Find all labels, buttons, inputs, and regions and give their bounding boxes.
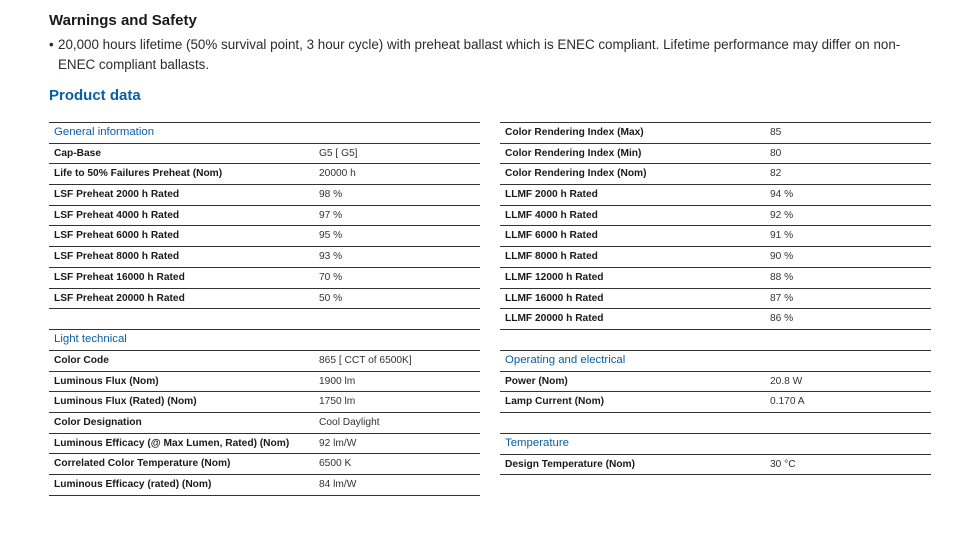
- spec-value: 90 %: [770, 251, 794, 263]
- spec-value: 86 %: [770, 313, 794, 325]
- spec-label: LLMF 12000 h Rated: [505, 271, 604, 283]
- section-heading: [500, 434, 931, 455]
- spec-value: 20.8 W: [770, 375, 803, 387]
- spec-value: 1750 lm: [319, 396, 356, 408]
- spec-label: LLMF 6000 h Rated: [505, 230, 598, 242]
- spec-value: 87 %: [770, 292, 794, 304]
- spec-value: 1900 lm: [319, 375, 356, 387]
- section-title: Operating and electrical: [505, 353, 626, 366]
- spec-value: 6500 K: [319, 458, 352, 470]
- spec-value: 84 lm/W: [319, 479, 357, 490]
- spec-label: Correlated Color Temperature (Nom): [54, 458, 231, 470]
- product-data-left-column: [49, 122, 480, 496]
- section-title: Light technical: [54, 333, 127, 346]
- warnings-title: Warnings and Safety: [49, 12, 197, 29]
- spec-value: 94 %: [770, 189, 794, 201]
- spec-value: 50 %: [319, 292, 343, 304]
- spec-row: [49, 351, 480, 372]
- spec-value: 0.170 A: [770, 396, 805, 408]
- spec-row: [500, 289, 931, 310]
- section-title: General information: [54, 126, 155, 138]
- spec-label: LLMF 8000 h Rated: [505, 251, 598, 263]
- spec-label: LLMF 16000 h Rated: [505, 292, 604, 304]
- spec-row: [500, 392, 931, 413]
- spec-label: Color Rendering Index (Min): [505, 147, 642, 159]
- section-heading: [49, 123, 480, 144]
- spec-label: Lamp Current (Nom): [505, 396, 605, 408]
- spec-label: Color Code: [54, 354, 109, 366]
- spec-value: 70 %: [319, 271, 343, 283]
- spec-label: Luminous Flux (Rated) (Nom): [54, 396, 197, 408]
- spec-label: Luminous Efficacy (rated) (Nom): [54, 479, 212, 490]
- spec-row: [500, 247, 931, 268]
- spec-label: Color Rendering Index (Max): [505, 127, 644, 138]
- spec-label: LSF Preheat 20000 h Rated: [54, 292, 185, 304]
- spec-value: 93 %: [319, 251, 343, 263]
- spec-row: [49, 413, 480, 434]
- spec-row: [49, 164, 480, 185]
- spec-row: [500, 123, 931, 144]
- product-data-right-column: [500, 122, 931, 475]
- spec-row: [500, 206, 931, 227]
- spec-label: LSF Preheat 2000 h Rated: [54, 189, 180, 201]
- spec-value: G5 [ G5]: [319, 147, 358, 159]
- spec-value: 80: [770, 147, 782, 159]
- spec-value: 20000 h: [319, 168, 356, 180]
- spec-value: 865 [ CCT of 6500K]: [319, 354, 412, 366]
- spec-value: 97 %: [319, 209, 343, 221]
- spec-value: 30 °C: [770, 458, 796, 470]
- spec-label: Color Designation: [54, 416, 142, 428]
- spec-value: 91 %: [770, 230, 794, 242]
- spec-row: [49, 144, 480, 165]
- spec-row: [49, 475, 480, 496]
- spec-label: LSF Preheat 16000 h Rated: [54, 271, 185, 283]
- spec-row: [49, 185, 480, 206]
- section-continued: [500, 122, 931, 330]
- section-operating-and-electrical: [500, 350, 931, 413]
- product-data-title: Product data: [49, 87, 141, 104]
- spec-label: LSF Preheat 4000 h Rated: [54, 209, 180, 221]
- spec-label: Color Rendering Index (Nom): [505, 168, 647, 180]
- bullet-icon: •: [49, 37, 54, 52]
- spec-row: [500, 185, 931, 206]
- section-general-information: [49, 122, 480, 309]
- spec-row: [500, 144, 931, 165]
- section-heading: [49, 330, 480, 351]
- section-temperature: [500, 433, 931, 475]
- spec-label: Power (Nom): [505, 375, 568, 387]
- spec-row: [49, 434, 480, 455]
- warnings-bullet: [49, 35, 909, 75]
- spec-row: [49, 289, 480, 310]
- spec-label: LLMF 2000 h Rated: [505, 189, 598, 201]
- spec-row: [500, 372, 931, 393]
- spec-row: [49, 226, 480, 247]
- spec-value: 85: [770, 127, 782, 138]
- section-heading: [500, 351, 931, 372]
- spec-label: Luminous Flux (Nom): [54, 375, 159, 387]
- spec-row: [49, 247, 480, 268]
- spec-value: 92 %: [770, 209, 794, 221]
- spec-row: [49, 206, 480, 227]
- spec-row: [49, 454, 480, 475]
- spec-row: [49, 372, 480, 393]
- spec-label: Design Temperature (Nom): [505, 458, 636, 470]
- spec-value: 92 lm/W: [319, 437, 357, 449]
- spec-row: [49, 392, 480, 413]
- spec-label: Life to 50% Failures Preheat (Nom): [54, 168, 223, 180]
- spec-label: LLMF 4000 h Rated: [505, 209, 598, 221]
- spec-value: 98 %: [319, 189, 343, 201]
- spec-row: [49, 268, 480, 289]
- spec-value: 82: [770, 168, 782, 180]
- spec-row: [500, 309, 931, 330]
- warnings-bullet-text: 20,000 hours lifetime (50% survival point, 3 hour cycle) with preheat ballast which is ENEC compliant. Lifetime performance may differ on non-ENEC compliant ballasts.: [58, 37, 901, 72]
- spec-label: LLMF 20000 h Rated: [505, 313, 604, 325]
- spec-label: LSF Preheat 6000 h Rated: [54, 230, 180, 242]
- section-title: Temperature: [505, 436, 569, 449]
- spec-row: [500, 164, 931, 185]
- spec-label: Cap-Base: [54, 147, 101, 159]
- spec-label: LSF Preheat 8000 h Rated: [54, 251, 180, 263]
- spec-value: 95 %: [319, 230, 343, 242]
- section-light-technical: [49, 329, 480, 496]
- spec-row: [500, 226, 931, 247]
- spec-row: [500, 455, 931, 476]
- spec-row: [500, 268, 931, 289]
- spec-value: 88 %: [770, 271, 794, 283]
- spec-label: Luminous Efficacy (@ Max Lumen, Rated) (Nom): [54, 437, 290, 449]
- spec-value: Cool Daylight: [319, 416, 380, 428]
